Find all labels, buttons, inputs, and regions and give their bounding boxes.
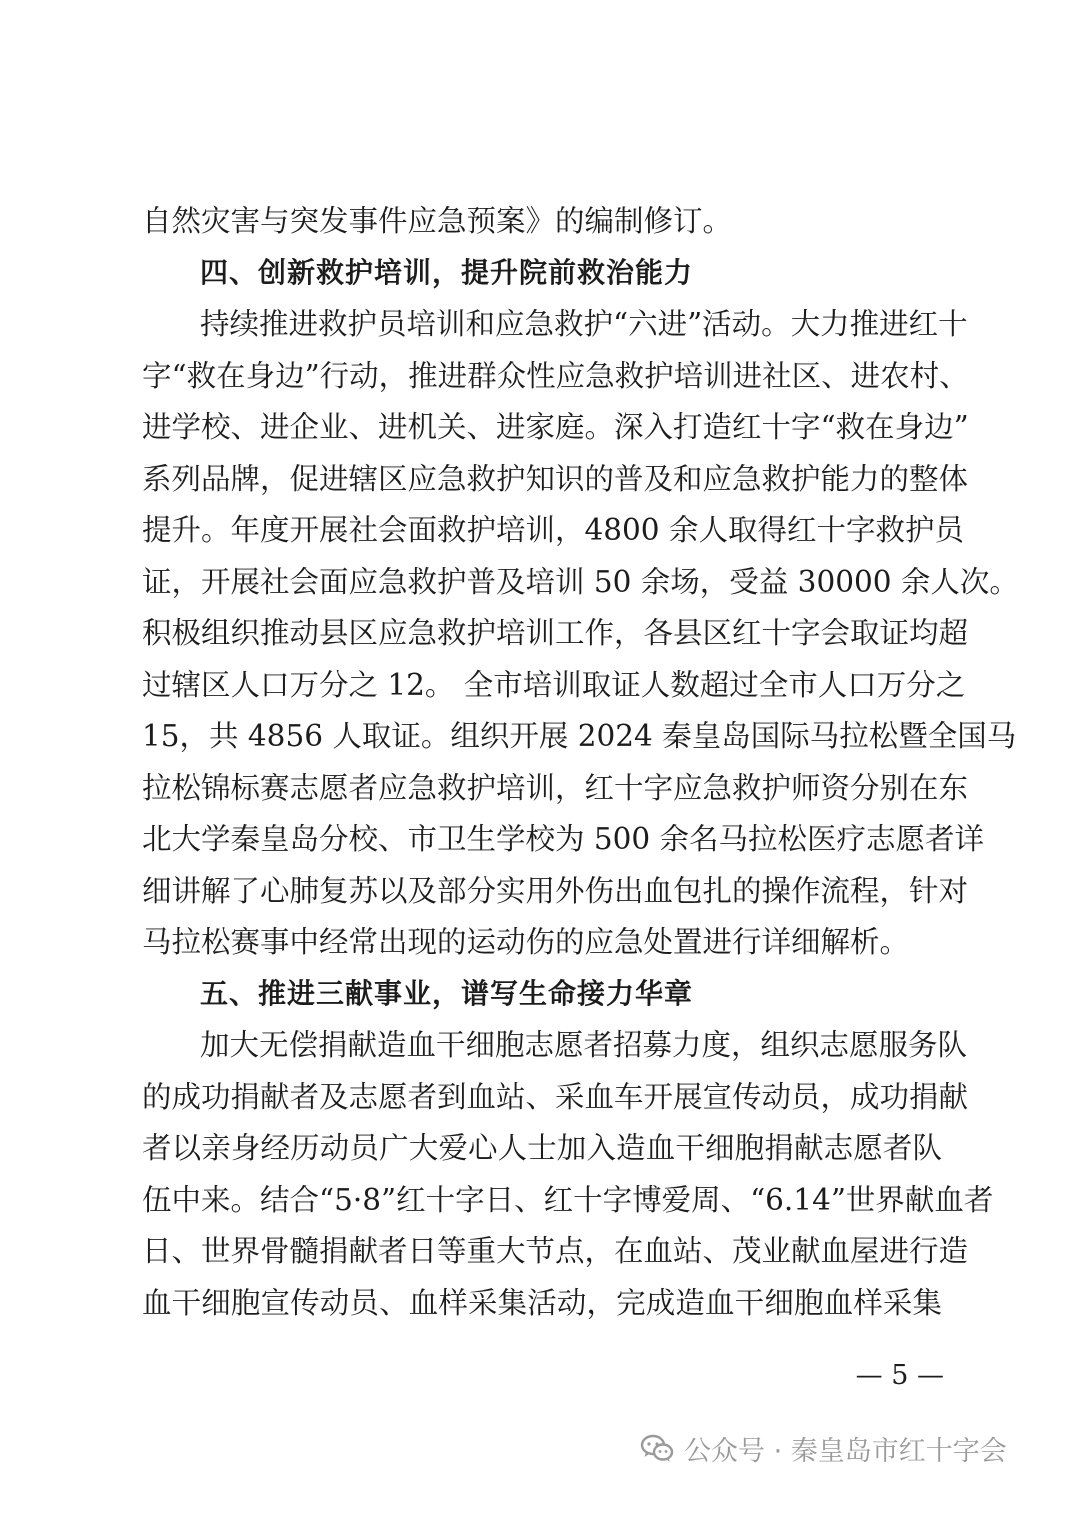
paragraph-line: 提升。年度开展社会面救护培训，4800 余人取得红十字救护员	[142, 513, 964, 547]
paragraph-line: 进学校、进企业、进机关、进家庭。深入打造红十字“救在身边”	[142, 410, 969, 444]
watermark	[640, 1428, 1007, 1468]
paragraph-line: 字“救在身边”行动，推进群众性应急救护培训进社区、进农村、	[142, 359, 969, 393]
paragraph-line: 持续推进救护员培训和应急救护“六进”活动。大力推进红十	[200, 307, 968, 341]
paragraph-line: 过辖区人口万分之 12。 全市培训取证人数超过全市人口万分之	[142, 668, 966, 702]
paragraph-line: 马拉松赛事中经常出现的运动伤的应急处置进行详细解析。	[142, 925, 910, 959]
page-number: — 5 —	[855, 1360, 944, 1391]
paragraph-line: 自然灾害与突发事件应急预案》的编制修订。	[142, 204, 733, 238]
paragraph-line: 北大学秦皇岛分校、市卫生学校为 500 余名马拉松医疗志愿者详	[142, 822, 985, 856]
paragraph-line: 日、世界骨髓捐献者日等重大节点，在血站、茂业献血屋进行造	[142, 1234, 969, 1268]
paragraph-line: 拉松锦标赛志愿者应急救护培训，红十字应急救护师资分别在东	[142, 771, 969, 805]
paragraph-line: 血干细胞宣传动员、血样采集活动，完成造血干细胞血样采集	[142, 1286, 942, 1320]
wechat-icon	[640, 1433, 674, 1463]
paragraph-line: 细讲解了心肺复苏以及部分实用外伤出血包扎的操作流程，针对	[142, 874, 969, 908]
paragraph-line: 系列品牌，促进辖区应急救护知识的普及和应急救护能力的整体	[142, 462, 969, 496]
paragraph-line: 伍中来。结合“5·8”红十字日、红十字博爱周、“6.14”世界献血者	[142, 1183, 994, 1217]
paragraph-line: 者以亲身经历动员广大爱心人士加入造血干细胞捐献志愿者队	[142, 1131, 942, 1165]
paragraph-line: 证，开展社会面应急救护普及培训 50 余场，受益 30000 余人次。	[142, 565, 1019, 599]
paragraph-line: 积极组织推动县区应急救护培训工作，各县区红十字会取证均超	[142, 616, 969, 650]
paragraph-line: 加大无偿捐献造血干细胞志愿者招募力度，组织志愿服务队	[200, 1028, 968, 1062]
watermark-text: 公众号 · 秦皇岛市红十字会	[684, 1435, 1007, 1467]
paragraph-line: 15，共 4856 人取证。组织开展 2024 秦皇岛国际马拉松暨全国马	[142, 719, 1017, 753]
section-heading-5: 五、推进三献事业，谱写生命接力华章	[200, 977, 694, 1010]
section-heading-4: 四、创新救护培训，提升院前救治能力	[200, 256, 694, 289]
paragraph-line: 的成功捐献者及志愿者到血站、采血车开展宣传动员，成功捐献	[142, 1080, 969, 1114]
